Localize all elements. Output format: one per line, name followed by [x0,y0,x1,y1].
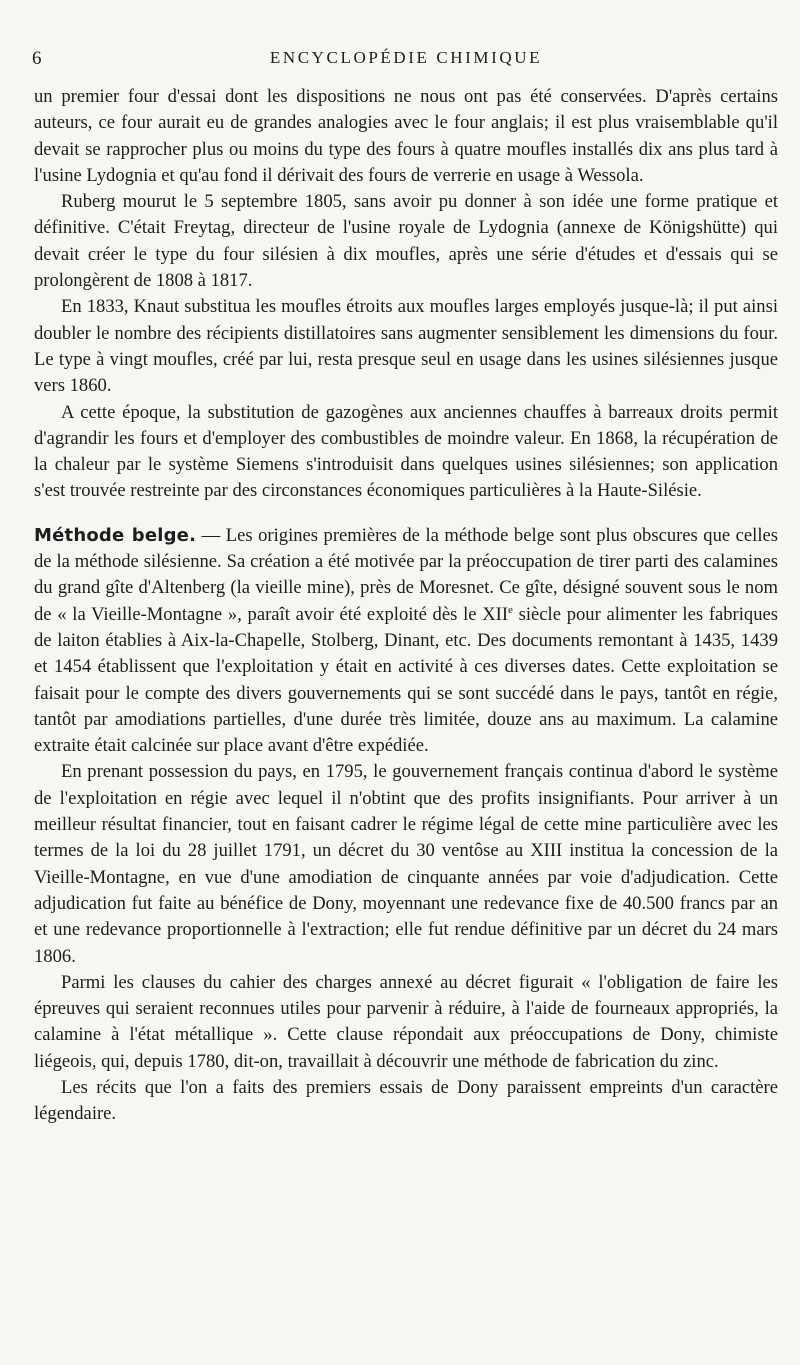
section-methode-belge [34,523,778,760]
running-head [34,48,778,84]
century-superscript: e [508,603,513,616]
running-title: ENCYCLOPÉDIE CHIMIQUE [269,48,543,67]
section-heading: Méthode belge. [34,524,197,546]
paragraph-ruberg: Ruberg mourut le 5 septembre 1805, sans avoir pu donner à son idée une forme pratique et définitive. C'était Freytag, directeur de l'usine royale de Lydognia (annexe de Königshütte) qui devait créer le type du four silésien à dix moufles, après une série d'études et d'essais qui se prolongèrent de 1808 à 1817. [34,191,778,292]
paragraph-recits: Les récits que l'on a faits des premiers essais de Dony paraissent empreints d'un caractère légendaire. [34,1076,778,1125]
section-text-end: siècle pour alimenter les fabriques de laiton établies à Aix-la-Chapelle, Stolberg, Dinant, etc. Des documents remontant à 1435, 1439 et 1454 établissent que l'exploitation y était en activité à ces diverses dates. Cette exploitation se faisait pour le compte des divers gouvernements qui se sont succédé dans le pays, tantôt en régie, tantôt par amodiations partielles, d'une durée très limitée, douze ans au maximum. La calamine extraite était calcinée sur place avant d'être expédiée. [34,603,778,757]
paragraph-gazogenes: A cette époque, la substitution de gazogènes aux anciennes chauffes à barreaux droits permit d'agrandir les fours et d'employer des combustibles de moindre valeur. En 1868, la récupération de la chaleur par le système Siemens s'introduisit dans quelques usines silésiennes; son application s'est trouvée restreinte par des circonstances économiques particulières à la Haute-Silésie. [34,401,778,502]
page-number: 6 [32,48,42,69]
paragraph-continued: un premier four d'essai dont les dispositions ne nous ont pas été conservées. D'après certains auteurs, ce four aurait eu de grandes analogies avec le four anglais; il est plus vraisemblable qu'il devait se rapprocher plus ou moins du type des fours à quatre moufles installés dix ans plus tard à l'usine Lydognia et qu'au fond il dérivait des fours de verrerie en usage à Wessola. [34,86,778,186]
section-text-start: — Les origines premières de la méthode belge sont plus obscures que celles de la méthode silésienne. Sa création a été motivée par la préoccupation de tirer parti des calamines du grand gîte d'Altenberg (la vieille mine), près de Moresnet. Ce gîte, désigné souvent sous le nom de « la Vieille-Montagne », paraît avoir été exploité dès le XII [34,524,779,625]
paragraph-knaut: En 1833, Knaut substitua les moufles étroits aux moufles larges employés jusque-là; il put ainsi doubler le nombre des récipients distillatoires sans augmenter sensiblement les dimensions du four. Le type à vingt moufles, créé par lui, resta presque seul en usage dans les usines silésiennes jusque vers 1860. [34,296,778,397]
paragraph-possession: En prenant possession du pays, en 1795, le gouvernement français continua d'abord le système de l'exploitation en régie avec lequel il n'obtint que des profits insignifiants. Pour arriver à un meilleur résultat financier, tout en faisant cadrer le régime légal de cette mine particulière avec les termes de la loi du 28 juillet 1791, un décret du 30 ventôse au XIII institua la concession de la Vieille-Montagne, en vue d'une amodiation de cinquante années par voie d'adjudication. Cette adjudication fut faite au bénéfice de Dony, moyennant une redevance fixe de 40.500 francs par an et une redevance proportionnelle à l'extraction; elle fut rendue définitive par un décret du 24 mars 1806. [34,761,778,967]
paragraph-clauses: Parmi les clauses du cahier des charges annexé au décret figurait « l'obligation de faire les épreuves qui seraient reconnues utiles pour parvenir à réduire, à l'aide de fourneaux appropriés, la calamine à l'état métallique ». Cette clause répondait aux préoccupations de Dony, chimiste liégeois, qui, depuis 1780, dit-on, travaillait à découvrir une méthode de fabrication du zinc. [34,971,778,1072]
